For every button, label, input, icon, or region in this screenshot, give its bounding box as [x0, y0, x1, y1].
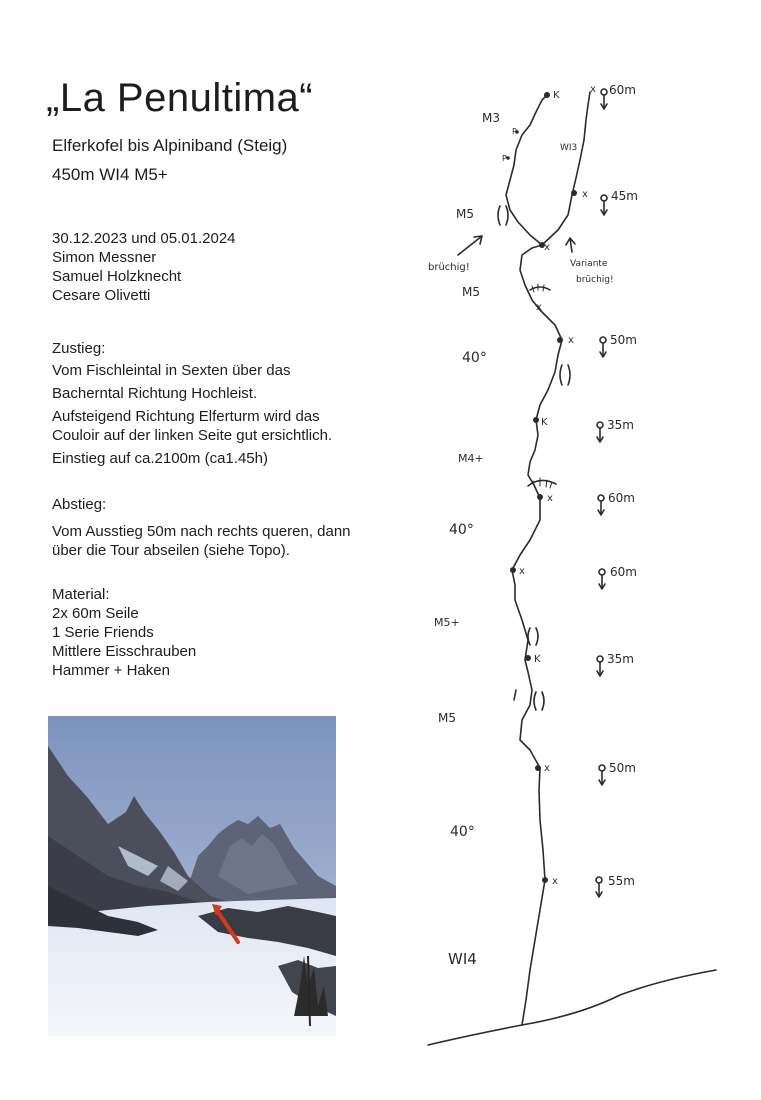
bolt-mark: x — [544, 242, 550, 253]
ground-line — [428, 970, 716, 1045]
rappel-length: 35m — [607, 418, 634, 432]
note-bruechig: brüchig! — [428, 262, 470, 273]
bolt-mark: x — [519, 566, 525, 577]
rappel-length: 45m — [611, 189, 638, 203]
pitch-grade: M5 — [462, 285, 480, 299]
climber-name: Cesare Olivetti — [52, 287, 151, 304]
zustieg-line: Einstieg auf ca.2100m (ca1.45h) — [52, 450, 268, 467]
note-bruechig: brüchig! — [576, 275, 614, 285]
rappel-anchor-icon — [601, 89, 607, 109]
rappel-length: 50m — [609, 761, 636, 775]
rappel-length: 60m — [608, 491, 635, 505]
pitch-grade: M5+ — [434, 616, 460, 629]
bolt-mark: x — [547, 493, 553, 504]
pitch-grade: M3 — [482, 111, 500, 125]
rappel-anchor-icon — [596, 877, 602, 897]
climber-name: Samuel Holzknecht — [52, 268, 182, 285]
rappel-anchor-icon — [599, 569, 605, 589]
route-line-right — [542, 92, 590, 245]
rappel-length: 35m — [607, 652, 634, 666]
material-item: Mittlere Eisschrauben — [52, 643, 197, 660]
bolt-mark: x — [552, 876, 558, 887]
pitch-grade: M5 — [438, 711, 456, 725]
note-variante: Variante — [570, 259, 608, 269]
zustieg-line: Aufsteigend Richtung Elferturm wird das — [52, 408, 320, 425]
abstieg-heading: Abstieg: — [52, 496, 107, 513]
rappel-length: 50m — [610, 333, 637, 347]
rappel-anchor-icon — [599, 765, 605, 785]
bolt-mark: x — [590, 84, 596, 95]
route-line-left — [506, 95, 547, 245]
abstieg-line: über die Tour abseilen (siehe Topo). — [52, 542, 290, 559]
rappel-anchor-icon — [597, 422, 603, 442]
rappel-anchor-icon — [597, 656, 603, 676]
piton-mark: K — [553, 90, 560, 101]
pitch-grade: WI4 — [448, 950, 477, 968]
piton-mark: K — [541, 417, 548, 428]
rappel-anchor-icon — [600, 337, 606, 357]
belay-points — [506, 92, 577, 883]
piton-mark: P — [502, 154, 507, 163]
rappel-anchor-icon — [598, 495, 604, 515]
bolt-mark: x — [582, 189, 588, 200]
rappel-length: 55m — [608, 874, 635, 888]
route-line — [512, 245, 562, 1025]
piton-mark: P — [512, 127, 517, 136]
pitch-grade: M5 — [456, 207, 474, 221]
piton-mark: K — [534, 654, 541, 665]
pitch-grade: 40° — [462, 350, 487, 366]
pointer-arrow — [458, 236, 482, 255]
climber-name: Simon Messner — [52, 249, 157, 266]
route-grade: 450m WI4 M5+ — [52, 165, 168, 184]
bolt-mark: x — [568, 335, 574, 346]
material-heading: Material: — [52, 586, 110, 603]
pitch-grade: WI3 — [560, 143, 578, 153]
pointer-arrow — [566, 238, 575, 252]
crux-symbol — [528, 628, 538, 645]
bolt-mark: x — [544, 763, 550, 774]
material-item: 1 Serie Friends — [52, 624, 154, 641]
rappel-anchor-icon — [601, 195, 607, 215]
pitch-grade: 40° — [450, 824, 475, 840]
zustieg-line: Vom Fischleintal in Sexten über das — [52, 362, 291, 379]
pitch-grade: M4+ — [458, 452, 484, 465]
rappel-length: 60m — [610, 565, 637, 579]
crux-symbol — [498, 206, 508, 225]
page-title: „La Penultima“ — [46, 76, 314, 120]
crux-symbol — [534, 692, 544, 710]
material-item: Hammer + Haken — [52, 662, 170, 679]
route-subtitle: Elferkofel bis Alpiniband (Steig) — [52, 136, 288, 155]
pitch-grade: 40° — [449, 522, 474, 538]
zustieg-line: Bacherntal Richtung Hochleist. — [52, 385, 258, 402]
rappel-length: 60m — [609, 83, 636, 97]
material-item: 2x 60m Seile — [52, 605, 139, 622]
bolt-mark: x — [536, 302, 542, 313]
dates: 30.12.2023 und 05.01.2024 — [52, 230, 236, 247]
abstieg-line: Vom Ausstieg 50m nach rechts queren, dann — [52, 523, 351, 540]
zustieg-line: Couloir auf der linken Seite gut ersichtlich. — [52, 427, 333, 444]
crux-symbol — [560, 365, 570, 385]
zustieg-heading: Zustieg: — [52, 340, 106, 357]
